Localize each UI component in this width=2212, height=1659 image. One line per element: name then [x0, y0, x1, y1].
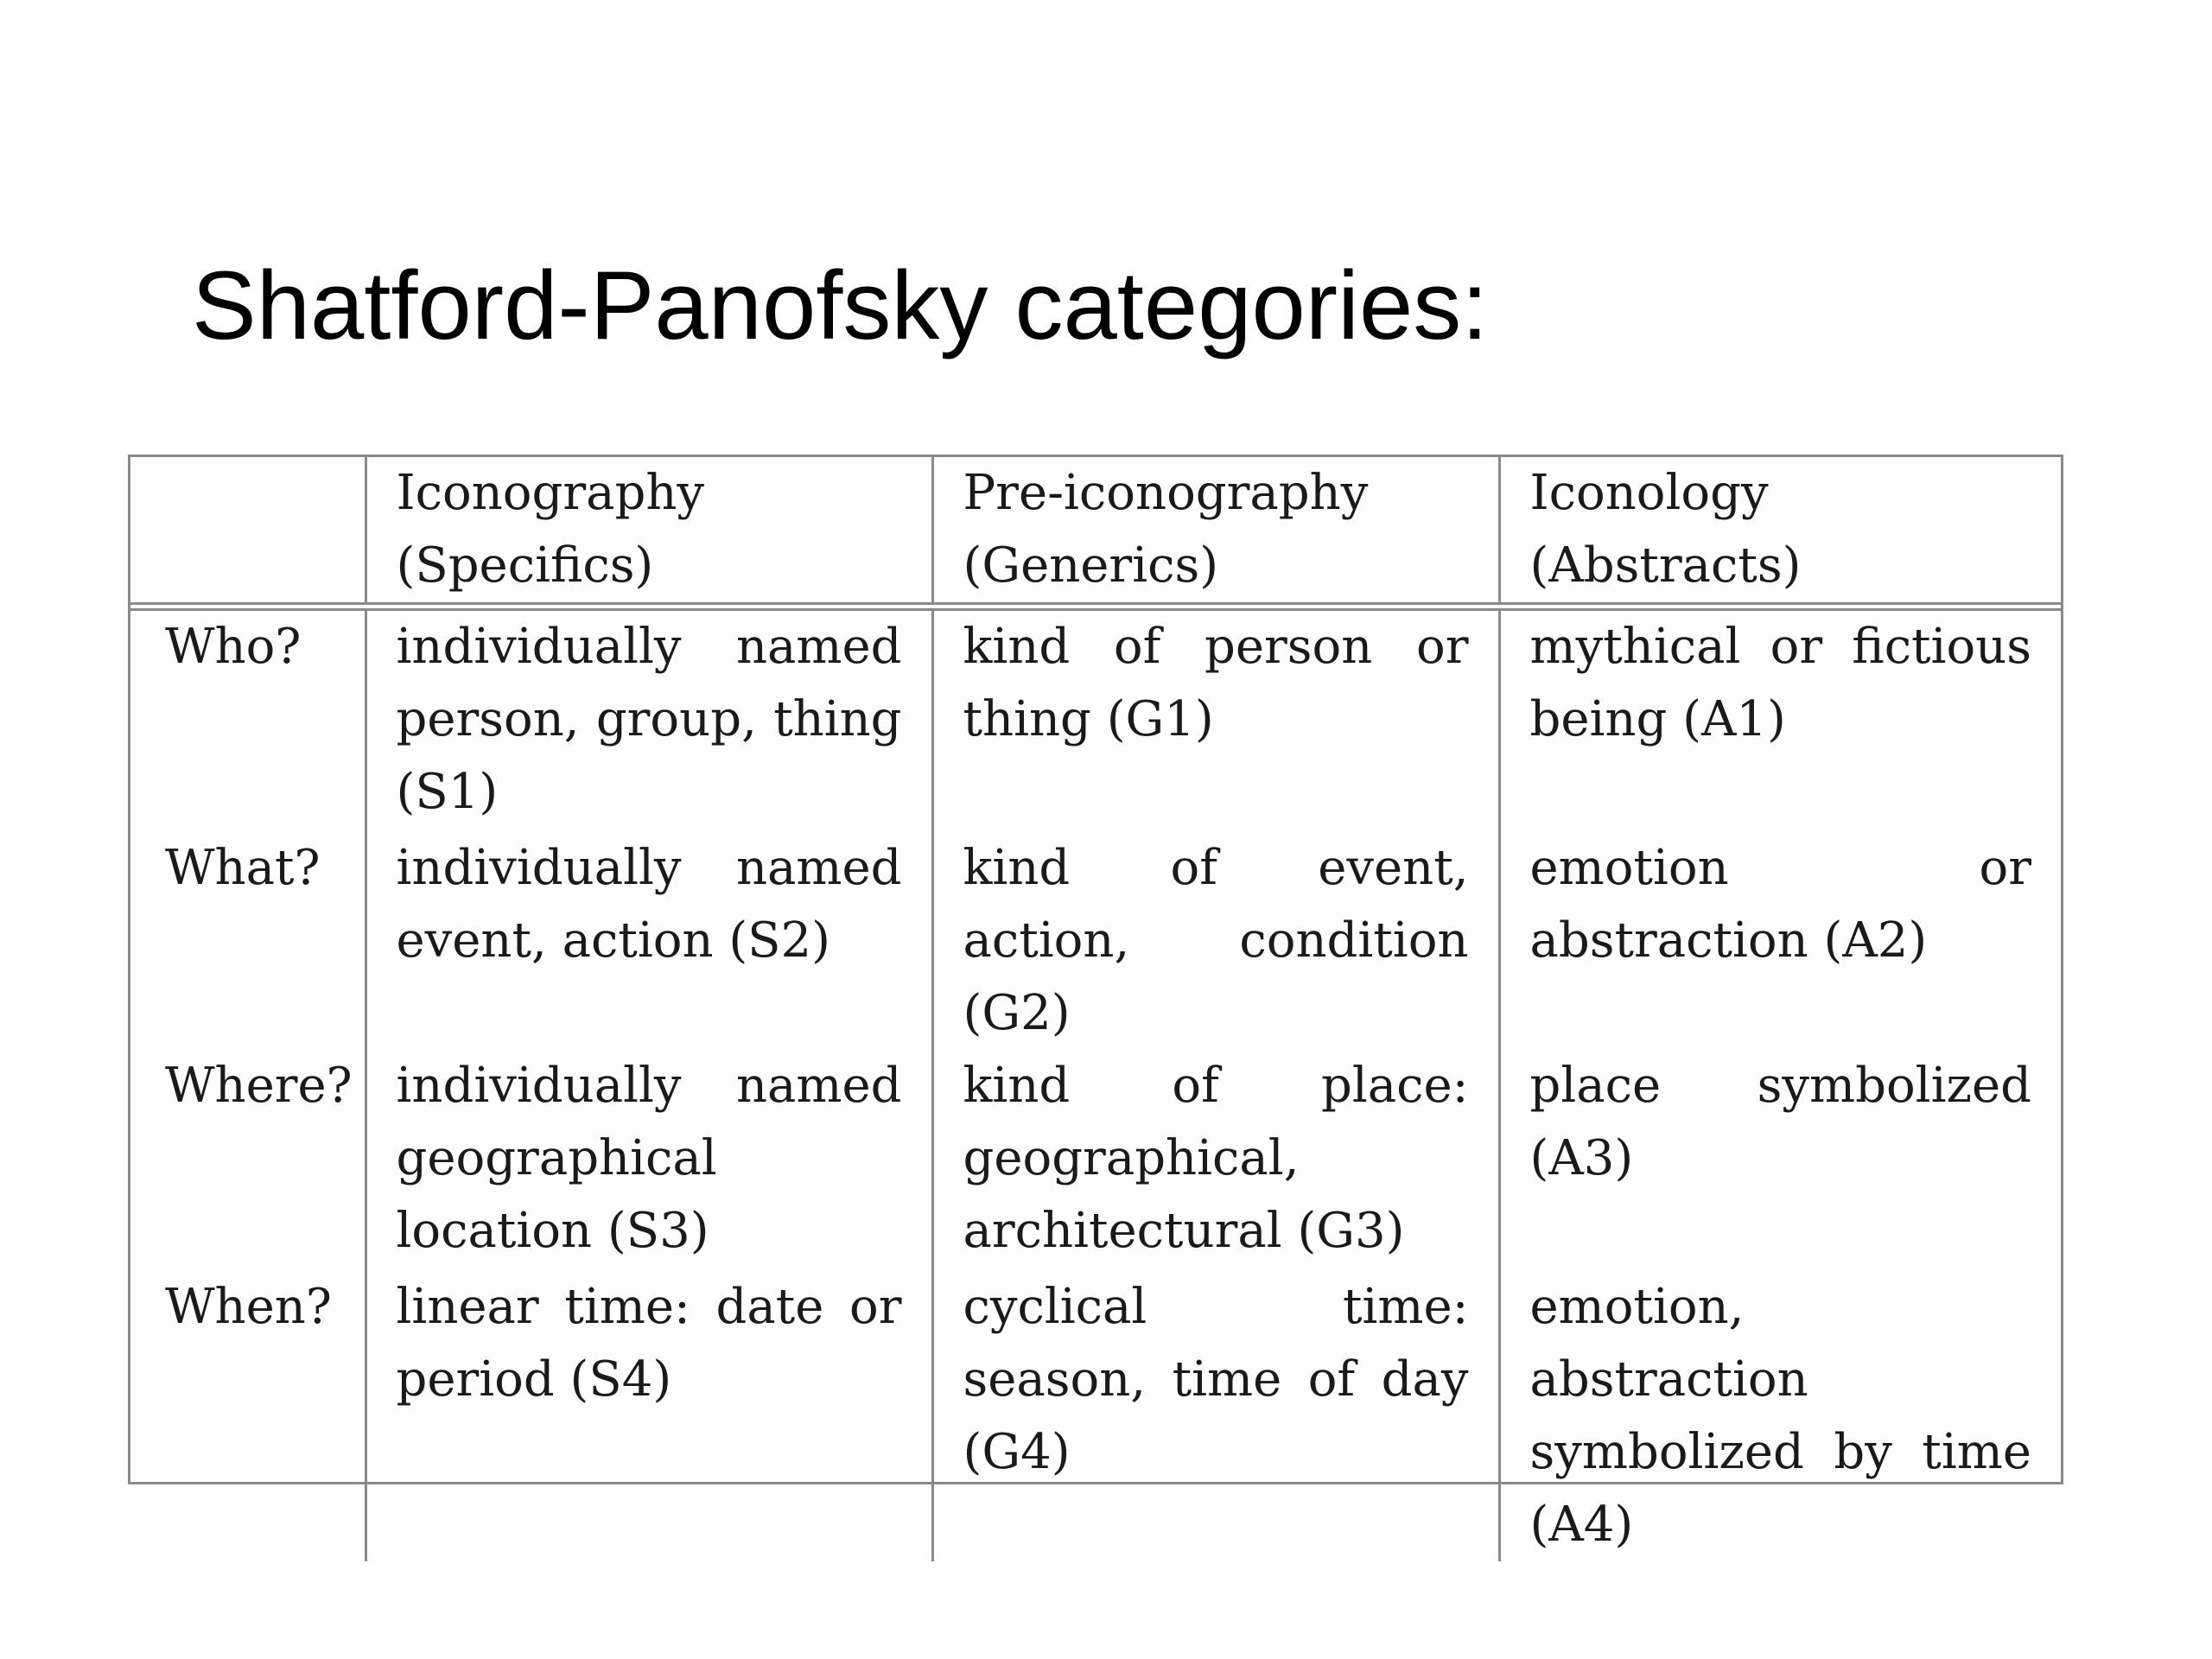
row-label-where: Where?: [165, 1058, 353, 1114]
cell-a4: emotion, abstraction symbolized by time (A4): [1499, 1271, 2061, 1561]
table-row: [130, 607, 2061, 832]
cell-s4: linear time: date or period (S4): [365, 1271, 932, 1561]
cell-a3: place symbolized (A3): [1499, 1050, 2061, 1271]
cell-g3: kind of place: geographical, architectural (G3): [932, 1050, 1499, 1271]
cell-a1: mythical or fictious being (A1): [1499, 607, 2061, 832]
cell-s2: individually named event, action (S2): [365, 832, 932, 1050]
categories-table: [128, 454, 2063, 1553]
cell-g2: kind of event, action, condition (G2): [932, 832, 1499, 1050]
cell-g1: kind of person or thing (G1): [932, 607, 1499, 832]
row-label-what: What?: [165, 840, 321, 896]
row-label-when: When?: [165, 1279, 332, 1335]
header-iconography: Iconography (Specifics): [365, 457, 932, 607]
table-header-row: [130, 457, 2061, 607]
cell-g4: cyclical time: season, time of day (G4): [932, 1271, 1499, 1561]
header-corner-cell: [130, 457, 365, 607]
table-row: [130, 832, 2061, 1050]
header-iconology: Iconology (Abstracts): [1499, 457, 2061, 607]
slide-title: Shatford-Panofsky categories:: [192, 251, 1489, 359]
header-pre-iconography: Pre-iconography (Generics): [932, 457, 1499, 607]
cell-s3: individually named geographical location (S3): [365, 1050, 932, 1271]
table-row: [130, 1271, 2061, 1561]
cell-a2: emotion or abstraction (A2): [1499, 832, 2061, 1050]
row-label-who: Who?: [165, 619, 302, 675]
table-row: [130, 1050, 2061, 1271]
cell-s1: individually named person, group, thing (S1): [365, 607, 932, 832]
